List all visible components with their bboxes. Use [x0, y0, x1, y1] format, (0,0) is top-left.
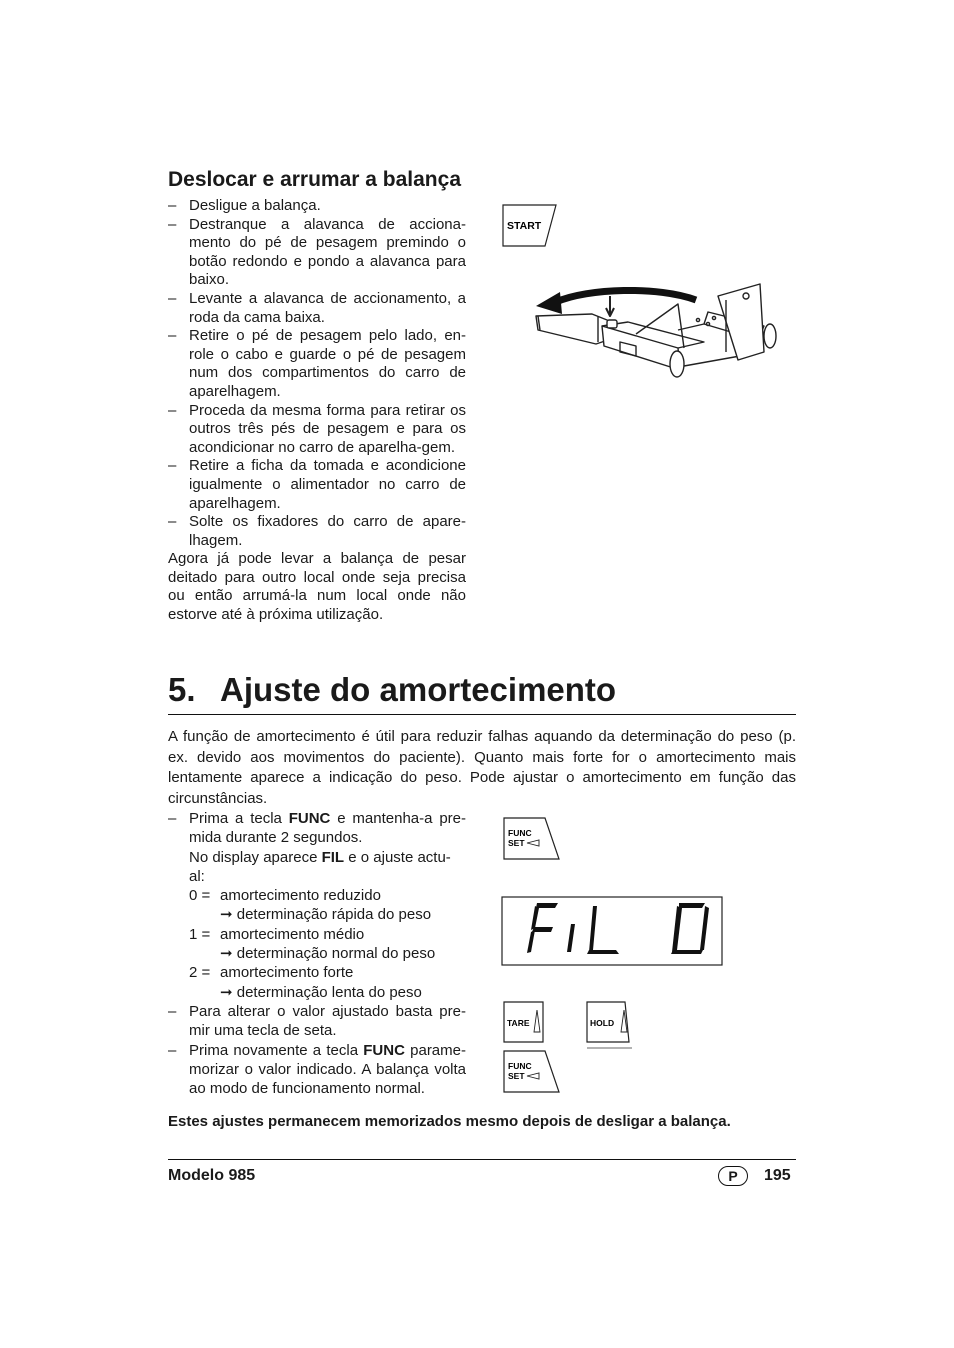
- memorized-notice: Estes ajustes permanecem memorizados mesmo depois de desligar a balança.: [168, 1113, 731, 1130]
- steps-list: [168, 197, 466, 550]
- list-item: – Prima a tecla FUNC e mantenha-a pre-mida durante 2 segundos.: [168, 809, 466, 848]
- list-item: – Desligue a balança.: [168, 197, 466, 216]
- footer-page-info: [718, 1166, 791, 1186]
- option-result: ➞ determinação lenta do peso: [220, 983, 422, 1001]
- scale-foot-illustration: [528, 282, 784, 382]
- option-row: 0 = amortecimento reduzido: [189, 887, 381, 905]
- hold-key-illustration: [585, 1000, 635, 1052]
- page-number: 195: [764, 1167, 791, 1184]
- list-item: – Destranque a alavanca de acciona-mento do pé de pesagem premindo o botão redondo e pondo a alavanca para baixo.: [168, 216, 466, 290]
- hold-key-label: HOLD: [590, 1018, 615, 1028]
- list-item: – Prima novamente a tecla FUNC parame-morizar o valor indicado. A balança volta ao modo de funcionamento normal.: [168, 1041, 466, 1099]
- display-fil-0: [501, 896, 723, 966]
- func-key-ref: FUNC: [288, 810, 331, 827]
- list-item: – Retire o pé de pesagem pelo lado, en-role o cabo e guarde o pé de pesagem num dos compartimentos do carro de aparelhagem.: [168, 327, 466, 401]
- func-set-key-illustration: [501, 816, 563, 862]
- display-note: No display aparece FIL e o ajuste actu-al:: [189, 848, 451, 885]
- set-key-label: SET: [508, 1071, 525, 1081]
- closing-paragraph: Agora já pode levar a balança de pesar deitado para outro local onde seja precisa ou então arrumá-la num local onde não estorve até à próxima utilização.: [168, 550, 466, 624]
- chapter-title-text: Ajuste do amortecimento: [220, 671, 617, 708]
- language-badge: P: [718, 1166, 748, 1186]
- footer-model: Modelo 985: [168, 1167, 256, 1184]
- section1-text: [168, 197, 466, 625]
- func-set-key-illustration-2: [501, 1049, 563, 1095]
- list-item: – Retire a ficha da tomada e acondicione igualmente o alimentador no carro de aparelhagem.: [168, 457, 466, 513]
- start-key-illustration: [500, 203, 560, 249]
- intro-paragraph: A função de amortecimento é útil para reduzir falhas aquando da determinação do peso (p. ex. devido aos movimentos do paciente). Quanto mais forte for o amortecimento mais lentamente aparece a indicação do peso. Pode ajustar o amortecimento em função das circunstâncias.: [168, 728, 796, 807]
- set-key-label: SET: [508, 838, 525, 848]
- func-key-label: FUNC: [508, 1061, 532, 1071]
- list-item: – Levante a alavanca de accionamento, a roda da cama baixa.: [168, 290, 466, 327]
- chapter-number: 5.: [168, 671, 196, 708]
- fil-ref: FIL: [321, 848, 345, 866]
- option-row: 2 = amortecimento forte: [189, 964, 354, 982]
- list-item: – Solte os fixadores do carro de apare-lhagem.: [168, 513, 466, 550]
- tare-key-illustration: [502, 1000, 548, 1045]
- section-title: Deslocar e arrumar a balança: [168, 168, 461, 191]
- chapter-heading: [168, 670, 796, 715]
- option-row: 1 = amortecimento médio: [189, 925, 365, 943]
- footer-divider: [168, 1159, 796, 1160]
- tare-key-label: TARE: [507, 1018, 530, 1028]
- func-key-ref: FUNC: [363, 1041, 405, 1059]
- list-item: – Para alterar o valor ajustado basta pre-mir uma tecla de seta.: [168, 1002, 466, 1041]
- list-item: – Proceda da mesma forma para retirar os outros três pés de pesagem e para os acondicionar no carro de aparelha-gem.: [168, 402, 466, 458]
- option-result: ➞ determinação normal do peso: [220, 945, 436, 963]
- instructions: [168, 809, 466, 1098]
- func-key-label: FUNC: [508, 828, 532, 838]
- chapter-title: [168, 670, 796, 710]
- option-result: ➞ determinação rápida do peso: [220, 906, 432, 924]
- start-key-label: START: [507, 220, 542, 232]
